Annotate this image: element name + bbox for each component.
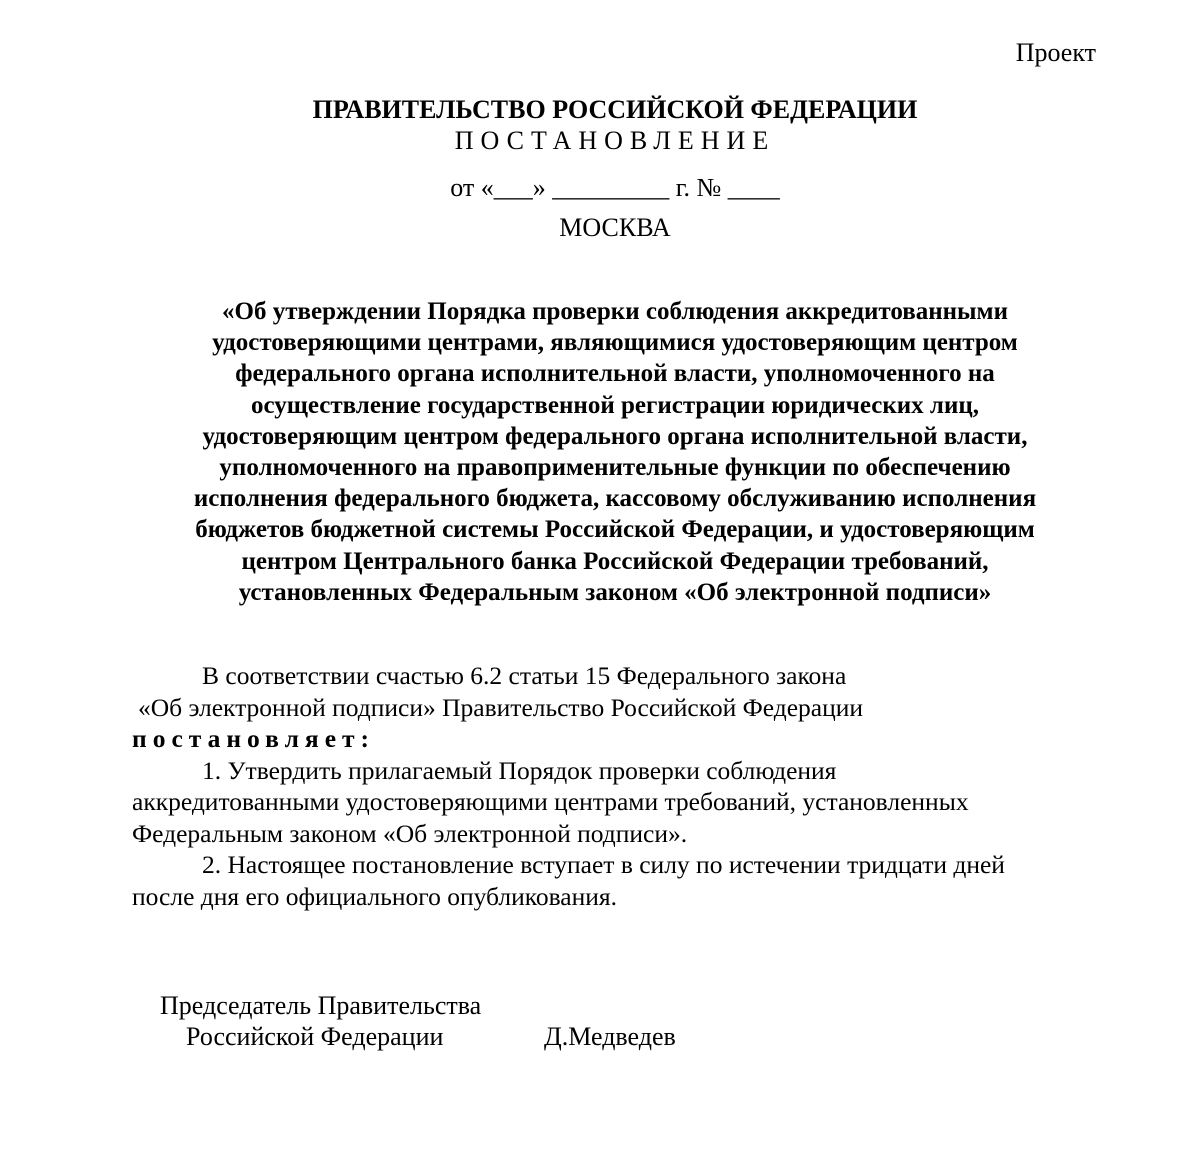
- preamble-line: «Об электронной подписи» Правительство Российской Федерации: [138, 692, 864, 722]
- resolves-word: постановляет:: [132, 724, 376, 753]
- date-number-line: от «___» _________ г. № ____: [450, 173, 780, 202]
- decree-body: [132, 660, 1112, 912]
- signatory-title-line: Российской Федерации: [186, 1022, 444, 1051]
- item-2-line: 2. Настоящее постановление вступает в силу по истечении тридцати дней: [202, 850, 1005, 879]
- signatory-name: Д.Медведев: [544, 1022, 676, 1051]
- document-header: [0, 94, 1200, 156]
- decree-title: [130, 296, 1100, 608]
- title-line: федерального органа исполнительной власти, уполномоченного на: [235, 360, 995, 388]
- title-line: установленных Федеральным законом «Об электронной подписи»: [238, 578, 992, 606]
- city-name: МОСКВА: [559, 213, 671, 242]
- title-line: центром Центрального банка Российской Федерации требований,: [241, 547, 989, 575]
- signature-block: [160, 990, 676, 1052]
- signature-row: [160, 1021, 676, 1052]
- preamble-line: В соответствии счастью 6.2 статьи 15 Федерального закона: [202, 661, 847, 690]
- title-line: исполнения федерального бюджета, кассовому обслуживанию исполнения: [193, 485, 1037, 513]
- item-1-line: аккредитованными удостоверяющими центрами требований, установленных: [132, 787, 969, 816]
- decree-heading: ПОСТАНОВЛЕНИЕ: [454, 126, 776, 155]
- item-1-line: Федеральным законом «Об электронной подписи».: [132, 818, 688, 848]
- title-line: уполномоченного на правоприменительные функции по обеспечению: [219, 454, 1011, 482]
- item-2-line: после дня его официального опубликования.: [132, 881, 617, 911]
- title-line: бюджетов бюджетной системы Российской Федерации, и удостоверяющим: [195, 516, 1035, 544]
- draft-mark: Проект: [1015, 38, 1096, 67]
- title-line: удостоверяющими центрами, являющимися удостоверяющим центром: [212, 329, 1018, 357]
- title-line: осуществление государственной регистрации юридических лиц,: [250, 391, 979, 419]
- title-line: удостоверяющим центром федерального органа исполнительной власти,: [202, 422, 1028, 450]
- item-1-line: 1. Утвердить прилагаемый Порядок проверки соблюдения: [202, 755, 837, 785]
- signatory-title-line: Председатель Правительства: [160, 991, 482, 1020]
- title-line: «Об утверждении Порядка проверки соблюдения аккредитованными: [222, 298, 1008, 325]
- government-name: ПРАВИТЕЛЬСТВО РОССИЙСКОЙ ФЕДЕРАЦИИ: [312, 95, 918, 124]
